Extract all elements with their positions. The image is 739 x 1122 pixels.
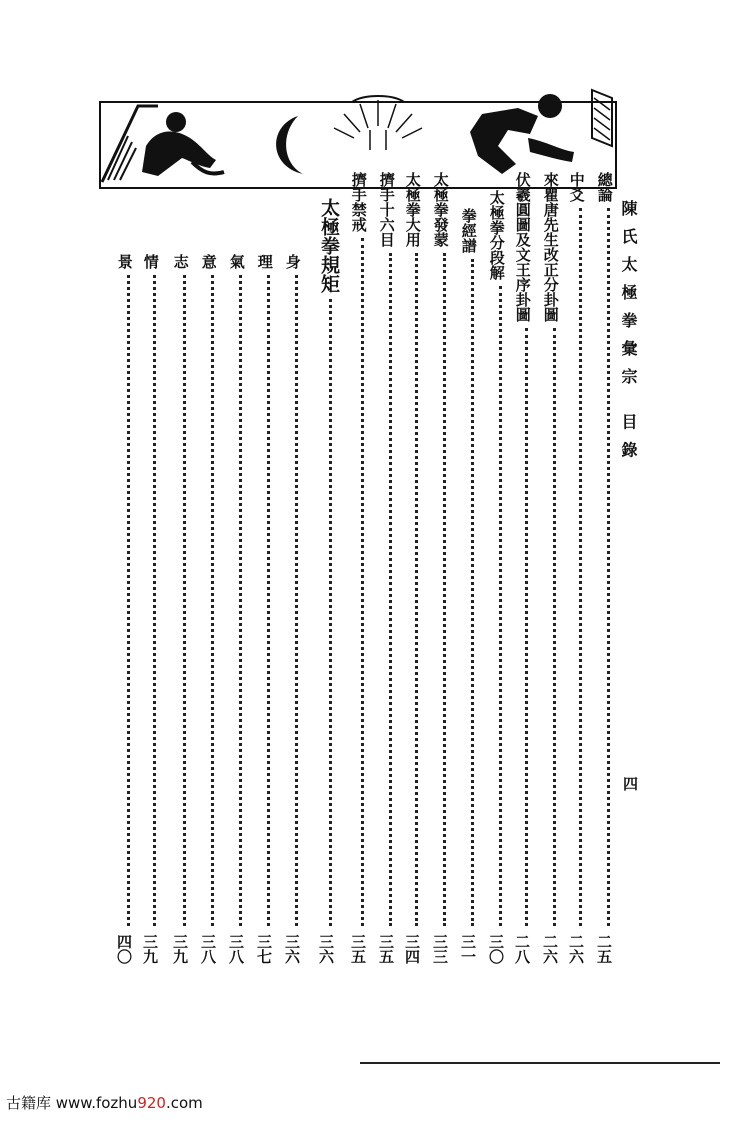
dot-leader: [607, 208, 610, 926]
dot-leader: [443, 253, 446, 926]
dot-leader: [127, 275, 130, 926]
toc-entry-page: 三三: [431, 934, 449, 964]
toc-entry: [172, 0, 198, 1122]
toc-entry-page: 三八: [227, 934, 245, 964]
toc-entry-title: 氣: [227, 254, 246, 269]
toc-entry-page: 二八: [513, 934, 531, 964]
toc-entry-title: 景: [115, 254, 134, 269]
dot-leader: [295, 275, 298, 926]
toc-entry-title: 來瞿唐先生改正分卦圖: [541, 172, 560, 322]
toc-entry-title: 情: [141, 254, 160, 269]
watermark-prefix: 古籍库 www.fozhu: [6, 1094, 138, 1112]
toc-entry: [596, 0, 622, 1122]
toc-entry-page: 三九: [141, 934, 159, 964]
toc-entry-title: 太極拳規矩: [317, 198, 340, 293]
toc-entry: [378, 0, 404, 1122]
toc-entry-title: 中爻: [567, 172, 586, 202]
toc-entry: [200, 0, 226, 1122]
toc-entry: [460, 0, 486, 1122]
toc-entry-title: 太極拳大用: [403, 172, 422, 247]
page-number: 四: [621, 776, 639, 791]
dot-leader: [329, 299, 332, 926]
dot-leader: [361, 238, 364, 926]
toc-entry: [228, 0, 254, 1122]
toc-entry-page: 三四: [403, 934, 421, 964]
bottom-rule: [360, 1062, 720, 1064]
toc-entry-title: 志: [171, 254, 190, 269]
watermark-accent: 920: [137, 1094, 166, 1112]
toc-entry: [488, 0, 514, 1122]
toc-entry-page: 二六: [541, 934, 559, 964]
toc-entry: [542, 0, 568, 1122]
toc-entry-page: 三八: [199, 934, 217, 964]
toc-entry-title: 擠手十六目: [377, 172, 396, 247]
toc-entry: [284, 0, 310, 1122]
toc-entry-page: 四〇: [115, 934, 133, 964]
site-watermark: [6, 1092, 203, 1113]
dot-leader: [415, 253, 418, 926]
toc-entry-page: 三一: [459, 934, 477, 964]
dot-leader: [211, 275, 214, 926]
toc-entry-title: 太極拳分段解: [487, 190, 506, 280]
dot-leader: [579, 208, 582, 926]
watermark-suffix: .com: [165, 1094, 203, 1112]
toc-entry-title: 拳經譜: [459, 208, 478, 253]
toc-entry: [432, 0, 458, 1122]
toc-entry-title: 意: [199, 254, 218, 269]
toc-entry: [116, 0, 142, 1122]
toc-entry: [568, 0, 594, 1122]
toc-entry-page: 三五: [377, 934, 395, 964]
toc-entry-page: 三五: [349, 934, 367, 964]
dot-leader: [153, 275, 156, 926]
dot-leader: [553, 328, 556, 926]
dot-leader: [183, 275, 186, 926]
dot-leader: [239, 275, 242, 926]
toc-entry-page: 二六: [567, 934, 585, 964]
toc-entry: [142, 0, 168, 1122]
toc-entry-page: 三七: [255, 934, 273, 964]
toc-entry: [514, 0, 540, 1122]
toc-entry-title: 理: [255, 254, 274, 269]
toc-entry-title: 總論: [595, 172, 614, 202]
dot-leader: [267, 275, 270, 926]
toc-entry-title: 身: [283, 254, 302, 269]
toc-entry-page: 三六: [283, 934, 301, 964]
dot-leader: [389, 253, 392, 926]
toc-entry: [318, 0, 344, 1122]
running-header: 陳氏太極拳彙宗 目錄: [619, 200, 638, 470]
toc-entry-title: 太極拳發蒙: [431, 172, 450, 247]
toc-entry-page: 三九: [171, 934, 189, 964]
toc-entry-page: 三〇: [487, 934, 505, 964]
toc-entry: [404, 0, 430, 1122]
dot-leader: [499, 286, 502, 926]
toc-entry-page: 二五: [595, 934, 613, 964]
dot-leader: [525, 328, 528, 926]
toc-entry-page: 三六: [317, 934, 335, 964]
toc-entry-title: 擠手禁戒: [349, 172, 368, 232]
toc-entry: [256, 0, 282, 1122]
dot-leader: [471, 259, 474, 926]
toc-entry-title: 伏羲圓圖及文王序卦圖: [513, 172, 532, 322]
toc-entry: [350, 0, 376, 1122]
